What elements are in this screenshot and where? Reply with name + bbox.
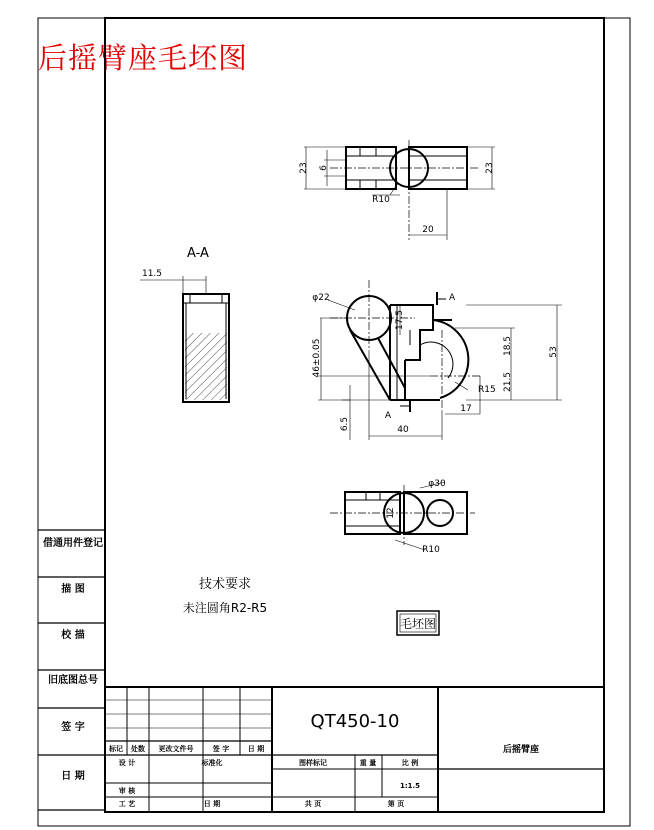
- side-label-date: 日 期: [61, 771, 85, 782]
- main-view: [318, 280, 562, 440]
- tb-standardize: 标准化: [201, 759, 223, 767]
- dim-main-40: 40: [397, 425, 409, 435]
- dim-main-17-5: 17.5: [395, 309, 405, 331]
- side-label-sign: 签 字: [61, 722, 85, 733]
- drawing-title: 后摇臂座毛坯图: [38, 41, 249, 75]
- tb-design: 设 计: [118, 759, 136, 767]
- stamp-label: 毛坯图: [399, 617, 437, 631]
- section-mark-a-bottom: A: [384, 411, 392, 421]
- dim-main-17: 17: [460, 404, 472, 414]
- tb-total-pages: 共 页: [304, 800, 322, 808]
- tb-label-mark: 标记: [109, 745, 123, 753]
- tb-date: 日 期: [203, 800, 221, 808]
- dim-main-phi22: φ22: [312, 293, 330, 303]
- dim-bottom-phi30: φ30: [428, 479, 446, 489]
- part-name: 后摇臂座: [502, 745, 540, 755]
- dim-main-21-5: 21.5: [503, 371, 513, 393]
- side-label-trace: 描 图: [61, 584, 85, 595]
- tech-note: 未注圆角R2-R5: [182, 601, 268, 615]
- dim-bottom-r10: R10: [422, 545, 440, 555]
- dim-top-r10: R10: [372, 195, 390, 205]
- dim-main-46: 46±0.05: [312, 338, 322, 378]
- side-label-old-number: 旧底图总号: [48, 675, 98, 686]
- tb-weight: 重 量: [359, 759, 377, 767]
- tb-label-sign: 签 字: [212, 745, 230, 753]
- bottom-view: [330, 482, 475, 550]
- dim-top-23-right: 23: [485, 162, 495, 174]
- tb-scale-label: 比 例: [401, 759, 419, 767]
- section-label: A-A: [187, 246, 209, 261]
- tb-label-date: 日 期: [247, 745, 265, 753]
- side-label-borrow: 借通用件登记: [43, 538, 103, 549]
- tb-label-change-doc: 更改文件号: [158, 745, 194, 753]
- dim-top-23-left: 23: [299, 162, 309, 174]
- dim-top-20: 20: [422, 225, 434, 235]
- tb-stage-mark: 图样标记: [299, 759, 327, 767]
- dim-main-r15: R15: [478, 385, 496, 395]
- dim-main-53: 53: [549, 346, 559, 358]
- tb-page-number: 第 页: [387, 800, 405, 808]
- tech-heading: 技术要求: [198, 577, 252, 592]
- dim-main-6-5: 6.5: [340, 416, 350, 432]
- side-label-check: 校 描: [61, 630, 85, 641]
- dim-bottom-12: 12: [386, 507, 396, 519]
- tb-scale-value: 1:1.5: [399, 782, 421, 790]
- tb-label-count: 处数: [131, 745, 145, 753]
- dim-top-6: 6: [319, 165, 329, 171]
- tb-process: 工 艺: [118, 800, 136, 808]
- section-mark-a-top: A: [449, 293, 456, 303]
- tb-check: 审 核: [118, 787, 136, 795]
- material-code: QT450-10: [310, 711, 400, 732]
- section-view: [140, 276, 229, 402]
- dim-section-11-5: 11.5: [141, 269, 163, 279]
- dim-main-18-5: 18.5: [503, 335, 513, 357]
- top-view: [304, 140, 495, 240]
- side-column: [38, 530, 105, 810]
